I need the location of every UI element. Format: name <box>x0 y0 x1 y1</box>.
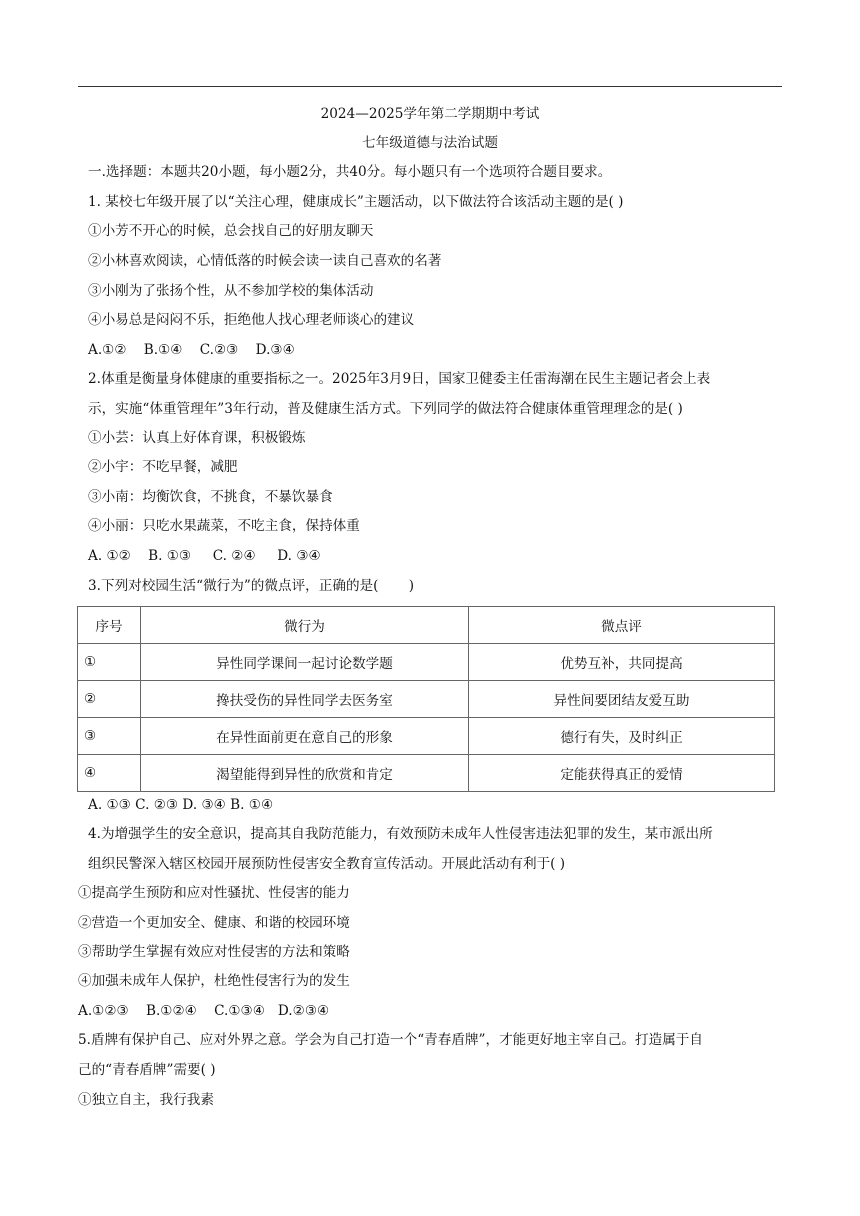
table-cell: ① <box>78 644 141 681</box>
table-header-cell: 序号 <box>78 607 141 644</box>
q4-item: ④加强未成年人保护，杜绝性侵害行为的发生 <box>78 973 350 989</box>
table-cell: 优势互补，共同提高 <box>469 644 775 681</box>
table-header-row <box>78 607 775 644</box>
q2-options: A. ①② B. ①③ C. ②④ D. ③④ <box>88 548 321 564</box>
exam-title: 2024—2025学年第二学期期中考试 <box>320 106 540 122</box>
table-cell: 德行有失，及时纠正 <box>469 718 775 755</box>
q2-item: ①小芸：认真上好体育课，积极锻炼 <box>88 430 306 446</box>
exam-subtitle: 七年级道德与法治试题 <box>362 135 498 151</box>
q1-item: ①小芳不开心的时候，总会找自己的好朋友聊天 <box>88 223 374 239</box>
q2-stem-line2: 示，实施“体重管理年”3年行动，普及健康生活方式。下列同学的做法符合健康体重管理理念的是( ) <box>88 401 683 417</box>
q1-item: ④小易总是闷闷不乐，拒绝他人找心理老师谈心的建议 <box>88 312 415 328</box>
q3-table <box>77 606 775 792</box>
q5-item: ①独立自主，我行我素 <box>78 1092 214 1108</box>
table-header-cell: 微行为 <box>141 607 469 644</box>
q4-stem-line1: 4.为增强学生的安全意识，提高其自我防范能力，有效预防未成年人性侵害违法犯罪的发生，某市派出所 <box>88 826 713 842</box>
q3-stem: 3.下列对校园生活“微行为”的微点评，正确的是( ) <box>88 578 415 594</box>
table-header-cell: 微点评 <box>469 607 775 644</box>
q1-item: ②小林喜欢阅读，心情低落的时候会读一读自己喜欢的名著 <box>88 253 442 269</box>
q5-stem-line2: 己的“青春盾牌”需要( ) <box>78 1062 216 1078</box>
section-intro: 一.选择题：本题共20小题，每小题2分，共40分。每小题只有一个选项符合题目要求。 <box>88 164 612 180</box>
q2-item: ③小南：均衡饮食，不挑食，不暴饮暴食 <box>88 489 333 505</box>
table-row <box>78 644 775 681</box>
table-cell: ③ <box>78 718 141 755</box>
table-cell: 渴望能得到异性的欣赏和肯定 <box>141 755 469 792</box>
q4-item: ③帮助学生掌握有效应对性侵害的方法和策略 <box>78 944 350 960</box>
table-cell: 异性间要团结友爱互助 <box>469 681 775 718</box>
q4-item: ②营造一个更加安全、健康、和谐的校园环境 <box>78 915 350 931</box>
table-row <box>78 718 775 755</box>
table-cell: 搀扶受伤的异性同学去医务室 <box>141 681 469 718</box>
header-rule <box>78 86 782 87</box>
q4-stem-line2: 组织民警深入辖区校园开展预防性侵害安全教育宣传活动。开展此活动有利于( ) <box>88 856 566 872</box>
q2-item: ②小宇：不吃早餐，减肥 <box>88 459 238 475</box>
q4-item: ①提高学生预防和应对性骚扰、性侵害的能力 <box>78 885 350 901</box>
q1-stem: 1. 某校七年级开展了以“关注心理，健康成长”主题活动，以下做法符合该活动主题的是( ) <box>88 194 624 210</box>
q3-options: A. ①③ C. ②③ D. ③④ B. ①④ <box>88 797 274 813</box>
q4-options: A.①②③ B.①②④ C.①③④ D.②③④ <box>78 1003 330 1019</box>
q2-item: ④小丽：只吃水果蔬菜，不吃主食，保持体重 <box>88 518 360 534</box>
q1-options: A.①② B.①④ C.②③ D.③④ <box>88 342 295 358</box>
table-cell: 异性同学课间一起讨论数学题 <box>141 644 469 681</box>
table-row <box>78 755 775 792</box>
table-cell: 定能获得真正的爱情 <box>469 755 775 792</box>
table-cell: ② <box>78 681 141 718</box>
table-cell: 在异性面前更在意自己的形象 <box>141 718 469 755</box>
q2-stem-line1: 2.体重是衡量身体健康的重要指标之一。2025年3月9日，国家卫健委主任雷海潮在民生主题记者会上表 <box>88 371 711 387</box>
table-cell: ④ <box>78 755 141 792</box>
q5-stem-line1: 5.盾牌有保护自己、应对外界之意。学会为自己打造一个“青春盾牌”，才能更好地主宰自己。打造属于自 <box>78 1032 703 1048</box>
q1-item: ③小刚为了张扬个性，从不参加学校的集体活动 <box>88 283 374 299</box>
table-row <box>78 681 775 718</box>
